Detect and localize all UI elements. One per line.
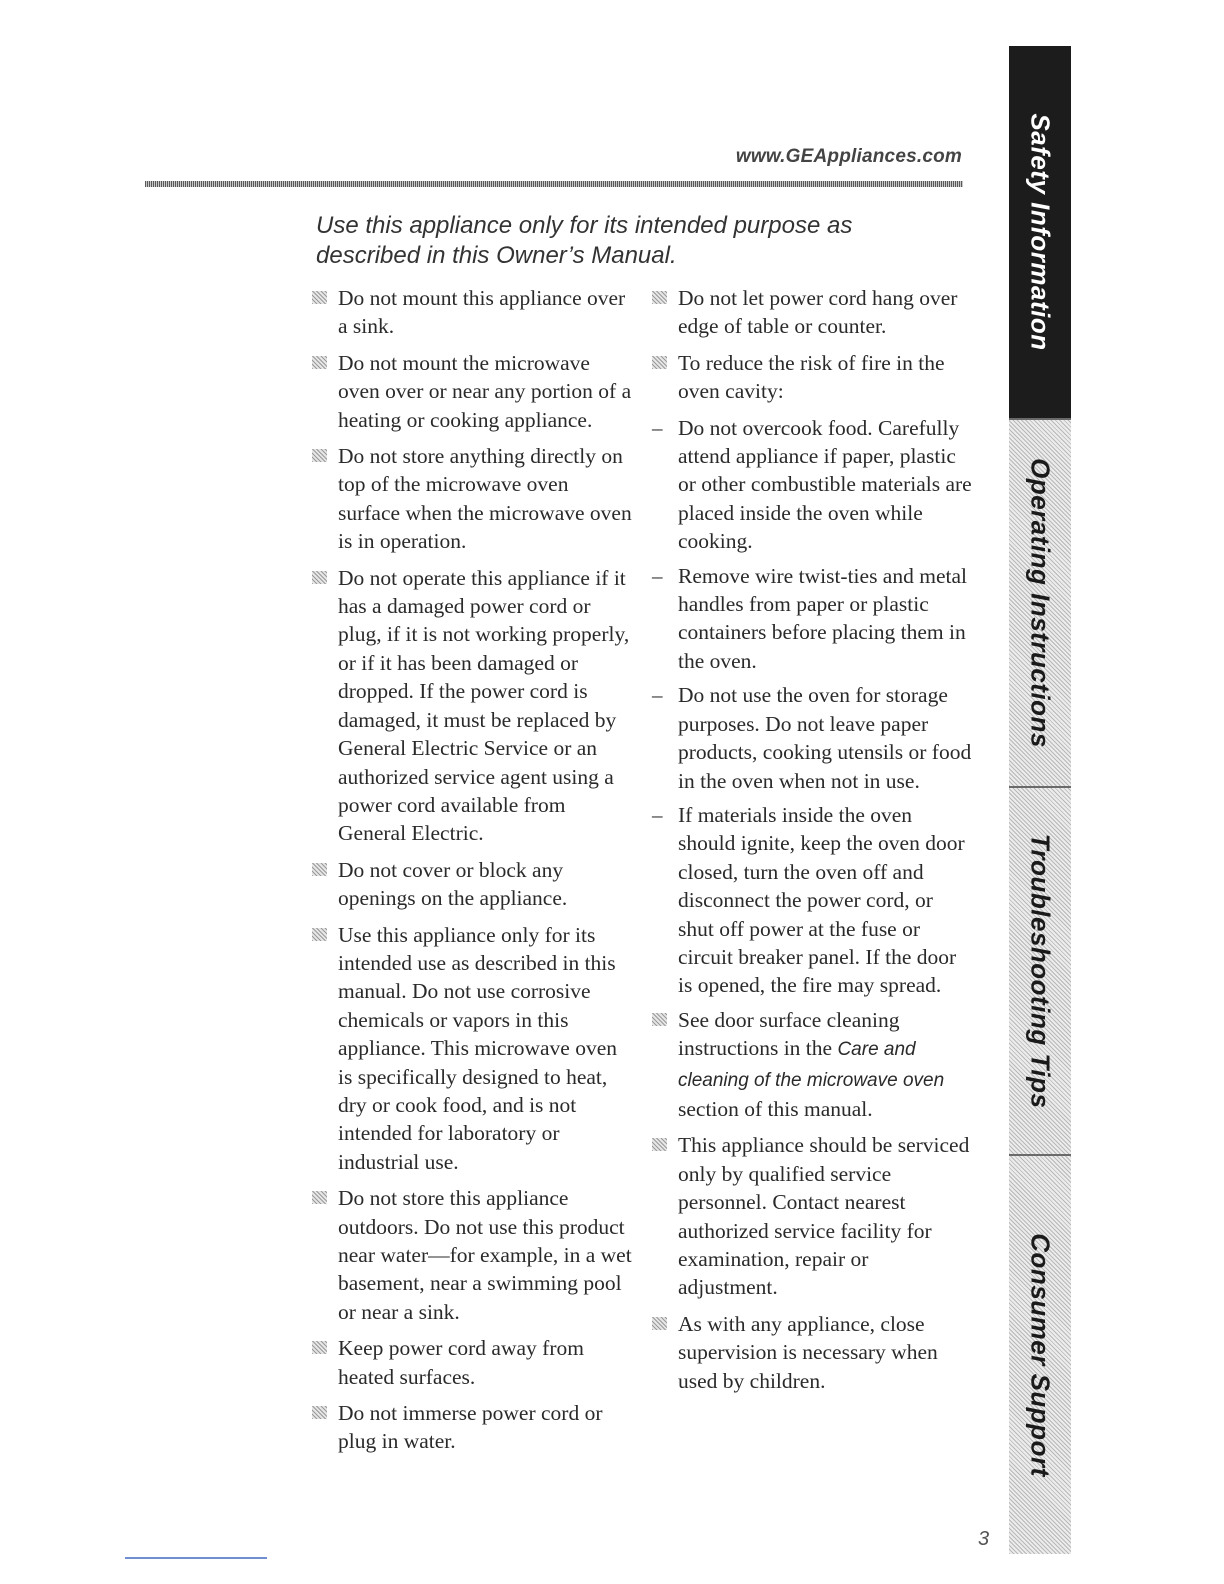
tab-safety-information[interactable]: [1009, 46, 1071, 420]
list-item: Keep power cord away from heated surfaces.: [312, 1334, 632, 1391]
list-item: Use this appliance only for its intended use as described in this manual. Do not use corrosive chemicals or vapors in this appliance. This microwave oven is specifically designed to heat, dry or cook food, and is not intended for laboratory or industrial use.: [312, 921, 632, 1177]
bullet-icon: [312, 863, 327, 876]
bullet-icon: [652, 356, 667, 369]
tab-label: Operating Instructions: [1025, 458, 1056, 748]
header-rule: [145, 181, 963, 187]
footer-line: [125, 1557, 267, 1559]
list-item: This appliance should be serviced only by qualified service personnel. Contact nearest authorized service facility for examination, repair or adjustment.: [652, 1131, 972, 1301]
bullet-icon: [312, 1406, 327, 1419]
list-item: Do not store this appliance outdoors. Do not use this product near water—for example, in a wet basement, near a swimming pool or near a sink.: [312, 1184, 632, 1326]
sub-list-item: – Do not use the oven for storage purposes. Do not leave paper products, cooking utensils or food in the oven when not in use.: [652, 683, 972, 793]
list-item: Do not immerse power cord or plug in water.: [312, 1399, 632, 1456]
sub-list-item: – If materials inside the oven should ignite, keep the oven door closed, turn the oven off and disconnect the power cord, or shut off power at the fuse or circuit breaker panel. If the door is opened, the fire may spread.: [652, 802, 965, 998]
bullet-icon: [312, 356, 327, 369]
list-item: Do not let power cord hang over edge of table or counter.: [652, 284, 972, 341]
list-item: Do not store anything directly on top of the microwave oven surface when the microwave oven is in operation.: [312, 442, 632, 556]
sub-list-item: – Remove wire twist-ties and metal handles from paper or plastic containers before placing them in the oven.: [652, 563, 967, 673]
dash-icon: –: [652, 802, 663, 827]
tab-consumer-support[interactable]: [1009, 1156, 1071, 1554]
list-item: Do not cover or block any openings on the appliance.: [312, 856, 632, 913]
bullet-icon: [652, 291, 667, 304]
bullet-icon: [312, 449, 327, 462]
dash-icon: –: [652, 683, 663, 708]
bullet-icon: [312, 571, 327, 584]
section-reference: Care and cleaning of the microwave oven: [678, 1039, 945, 1091]
list-item: Do not operate this appliance if it has a damaged power cord or plug, if it is not working properly, or if it has been damaged or dropped. If the power cord is damaged, it must be replaced by General Electric Service or an authorized service agent using a power cord available from General Electric.: [312, 564, 632, 848]
bullet-icon: [312, 928, 327, 941]
right-column: [652, 284, 972, 1403]
left-column: [312, 284, 632, 1464]
list-item: As with any appliance, close supervision is necessary when used by children.: [652, 1310, 972, 1395]
tab-label: Consumer Support: [1025, 1233, 1056, 1477]
list-item: Do not mount this appliance over a sink.: [312, 284, 632, 341]
intro-heading: Use this appliance only for its intended purpose as described in this Owner’s Manual.: [316, 212, 853, 269]
bullet-icon: [652, 1317, 667, 1330]
list-item: See door surface cleaning instructions in the Care and cleaning of the microwave oven section of this manual.: [652, 1006, 972, 1124]
sub-list-item: – Do not overcook food. Carefully attend appliance if paper, plastic or other combustible materials are placed inside the oven while cooking.: [652, 415, 972, 554]
list-item: Do not mount the microwave oven over or near any portion of a heating or cooking appliance.: [312, 349, 632, 434]
website-url: www.GEAppliances.com: [735, 146, 962, 167]
bullet-icon: [312, 291, 327, 304]
tab-troubleshooting-tips[interactable]: [1009, 788, 1071, 1156]
bullet-icon: [652, 1013, 667, 1026]
tab-label: Troubleshooting Tips: [1025, 833, 1056, 1109]
tab-label: Safety Information: [1025, 113, 1056, 351]
dash-icon: –: [652, 415, 663, 440]
dash-icon: –: [652, 563, 663, 588]
bullet-icon: [652, 1138, 667, 1151]
tab-operating-instructions[interactable]: [1009, 420, 1071, 788]
list-item: To reduce the risk of fire in the oven cavity:: [652, 349, 972, 406]
section-tabs: [1009, 46, 1071, 1556]
bullet-icon: [312, 1191, 327, 1204]
bullet-icon: [312, 1341, 327, 1354]
page-number: 3: [978, 1528, 990, 1550]
